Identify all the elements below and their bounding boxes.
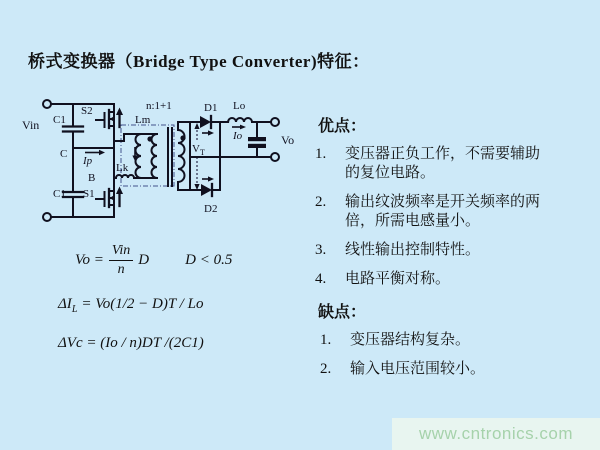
- s1-up-arrow-icon: [116, 187, 123, 195]
- list-item: [315, 241, 599, 260]
- label-turns-ratio: n:1+1: [146, 100, 172, 112]
- secondary-polarity-dot: [180, 135, 185, 140]
- item-number: 1.: [320, 332, 332, 348]
- list-item: [315, 145, 599, 183]
- feature-list: [315, 113, 599, 389]
- label-c1-bottom: C1: [53, 188, 66, 200]
- label-io: Io: [233, 130, 243, 142]
- disadvantages-heading: 缺点：: [318, 304, 367, 321]
- vt-up-arrowhead-icon: [194, 123, 199, 129]
- label-c1-top: C1: [53, 114, 66, 126]
- s2-up-arrow-icon: [116, 108, 123, 116]
- label-vt: $V_T$: [192, 143, 205, 157]
- formula-ripple-current: [58, 296, 203, 315]
- io-arrowhead-icon: [240, 125, 246, 130]
- input-terminal-bottom: [43, 213, 51, 221]
- item-number: 2.: [320, 361, 332, 377]
- advantages-list: [315, 145, 599, 289]
- item-number: 3.: [315, 242, 327, 258]
- capacitor-c1-bottom: [63, 192, 83, 197]
- list-item: [315, 270, 599, 289]
- label-d2: D2: [204, 203, 218, 215]
- lo-inductor-coil: [228, 118, 271, 122]
- disadvantages-list: [315, 331, 599, 379]
- output-terminal-top: [271, 118, 279, 126]
- label-ip: Ip: [83, 155, 93, 167]
- formula-vo-factor: D: [138, 252, 150, 268]
- formula-vo-lhs: Vo =: [75, 252, 104, 268]
- label-d1: D1: [204, 102, 218, 114]
- label-vo: Vo: [281, 133, 295, 147]
- diode-d2: [201, 184, 212, 196]
- d2-arrowhead-icon: [208, 176, 214, 181]
- advantages-heading: 优点：: [318, 118, 367, 135]
- transformer: [114, 122, 200, 190]
- fraction-numerator: Vin: [109, 244, 133, 261]
- formula2-base: ΔI: [58, 296, 72, 312]
- watermark-text: www.cntronics.com: [419, 424, 573, 443]
- label-vin: Vin: [22, 118, 40, 132]
- item-number: 4.: [315, 271, 327, 287]
- watermark-strip: [392, 418, 600, 450]
- list-item: [315, 360, 599, 379]
- primary-polarity-dot: [147, 136, 152, 141]
- capacitor-c1-top: [63, 127, 83, 132]
- label-s2: S2: [81, 105, 93, 117]
- half-bridge-converter-schematic: [20, 86, 312, 250]
- input-terminal-top: [43, 100, 51, 108]
- item-text: 电路平衡对称。: [345, 271, 451, 287]
- formula-ripple-voltage: ΔVc = (Io / n)DT /(2C1): [58, 335, 204, 351]
- page-title: 桥式变换器（Bridge Type Converter)特征：: [28, 52, 370, 71]
- label-lo: Lo: [233, 100, 246, 112]
- item-number: 1.: [315, 146, 327, 162]
- d1-arrowhead-icon: [208, 130, 214, 135]
- output-rectifier: [178, 116, 279, 196]
- transformer-core: [168, 128, 172, 186]
- list-item: [315, 193, 599, 231]
- label-s1: S1: [83, 188, 95, 200]
- item-text: 变压器结构复杂。: [350, 332, 471, 348]
- mosfet-s2: [96, 108, 123, 129]
- item-text: 输入电压范围较小。: [350, 361, 486, 377]
- label-b-node: B: [88, 172, 96, 184]
- formula-duty-condition: D < 0.5: [185, 252, 233, 268]
- output-cap-plate-bottom: [248, 144, 266, 148]
- label-lm: Lm: [135, 114, 151, 126]
- formula-vo: [75, 244, 232, 277]
- formula2-rest: = Vo(1/2 − D)T / Lo: [81, 296, 204, 312]
- ip-arrowhead-icon: [99, 150, 105, 156]
- list-item: [315, 331, 599, 350]
- item-number: 2.: [315, 194, 327, 210]
- mosfet-s1: [96, 187, 123, 208]
- switch-leg: [96, 104, 123, 217]
- item-text: 变压器正负工作，不需要辅助的复位电路。: [345, 146, 541, 181]
- primary-winding-coil: [152, 134, 158, 178]
- item-text: 输出纹波频率是开关频率的两倍，所需电感量小。: [345, 194, 541, 229]
- diode-d1: [200, 116, 211, 128]
- label-lk: Lk: [116, 162, 129, 174]
- fraction-denominator: n: [117, 262, 125, 277]
- item-text: 线性输出控制特性。: [345, 242, 481, 258]
- label-c-node: C: [60, 148, 68, 160]
- output-terminal-bottom: [271, 153, 279, 161]
- secondary-winding-coil: [178, 122, 185, 190]
- formula-vo-fraction: [109, 244, 133, 277]
- output-cap-plate-top: [248, 137, 266, 141]
- formula2-subscript: L: [71, 304, 78, 315]
